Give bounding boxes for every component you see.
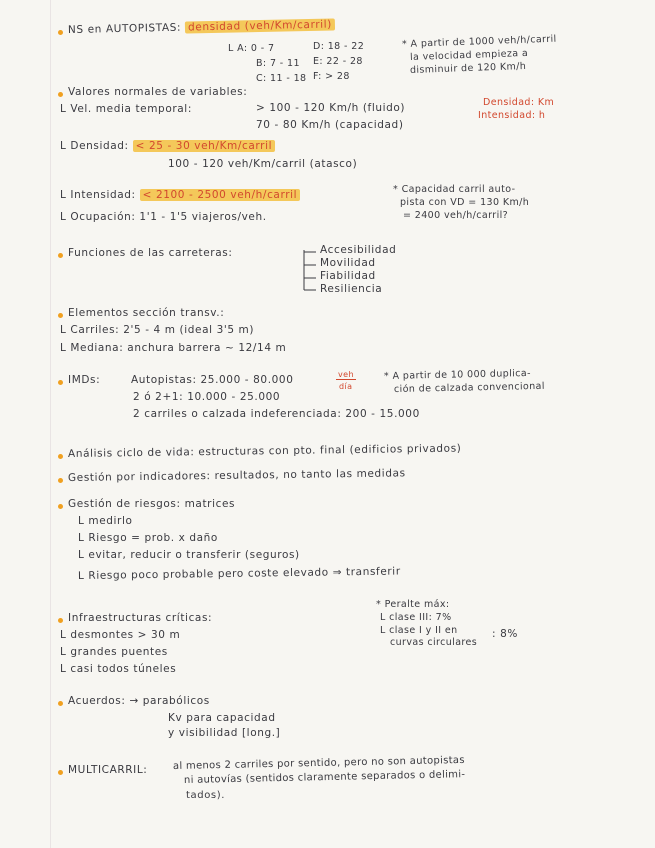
valores-title: Valores normales de variables: bbox=[68, 86, 248, 98]
side-note-intensidad: Intensidad: h bbox=[478, 110, 546, 121]
int-label: L Intensidad: bbox=[60, 189, 136, 201]
riesgos-item: L Riesgo = prob. x daño bbox=[78, 532, 218, 544]
ns-level-f: F: > 28 bbox=[313, 71, 350, 82]
int-note-line: pista con VD = 130 Km/h bbox=[400, 197, 530, 208]
funcion-item: Fiabilidad bbox=[320, 270, 376, 282]
imds-note-line: * A partir de 10 000 duplica- bbox=[383, 367, 532, 382]
peralte-clase-iii: L clase III: 7% bbox=[380, 612, 452, 623]
vel-fluido: > 100 - 120 Km/h (fluido) bbox=[256, 102, 406, 114]
imds-note-line: ción de calzada convencional bbox=[393, 380, 545, 395]
bullet-dot bbox=[58, 770, 63, 775]
vel-label: L Vel. media temporal: bbox=[60, 103, 192, 115]
dens-highlight: < 25 - 30 veh/Km/carril bbox=[133, 140, 275, 152]
bullet-dot bbox=[58, 380, 63, 385]
peralte-value: : 8% bbox=[492, 628, 518, 640]
infra-item: L grandes puentes bbox=[60, 646, 168, 658]
funcion-item: Accesibilidad bbox=[320, 244, 397, 256]
riesgos-title: Gestión de riesgos: matrices bbox=[68, 498, 236, 510]
bullet-dot bbox=[58, 30, 63, 35]
ns-title: NS en AUTOPISTAS: bbox=[67, 21, 182, 36]
ns-level-c: C: 11 - 18 bbox=[256, 73, 307, 84]
densidad-line bbox=[60, 140, 275, 153]
int-note-line: = 2400 veh/h/carril? bbox=[403, 210, 509, 221]
bullet-dot bbox=[58, 313, 63, 318]
ns-note-line: * A partir de 1000 veh/h/carril bbox=[401, 33, 557, 50]
bullet-dot bbox=[58, 504, 63, 509]
int-highlight: < 2100 - 2500 veh/h/carril bbox=[140, 189, 301, 201]
funcion-item: Resiliencia bbox=[320, 283, 383, 295]
dens-label: L Densidad: bbox=[60, 140, 129, 152]
imds-unit-bottom: día bbox=[339, 382, 353, 391]
ocupacion-line: L Ocupación: 1'1 - 1'5 viajeros/veh. bbox=[60, 211, 267, 223]
infra-item: L casi todos túneles bbox=[60, 663, 177, 675]
imds-2mas1: 2 ó 2+1: 10.000 - 25.000 bbox=[133, 391, 281, 403]
ns-note-line: la velocidad empieza a bbox=[409, 47, 529, 63]
analisis-ciclo-vida: Análisis ciclo de vida: estructuras con pto. final (edificios privados) bbox=[67, 442, 462, 460]
bullet-dot bbox=[58, 478, 63, 483]
bullet-dot bbox=[58, 253, 63, 258]
imds-title: IMDs: bbox=[68, 374, 101, 386]
ns-level-e: E: 22 - 28 bbox=[313, 56, 363, 67]
elementos-title: Elementos sección transv.: bbox=[68, 307, 225, 319]
gestion-indicadores: Gestión por indicadores: resultados, no tanto las medidas bbox=[67, 467, 406, 484]
ns-level-b: B: 7 - 11 bbox=[256, 58, 300, 69]
margin-line bbox=[50, 0, 51, 848]
ns-level-a: L A: 0 - 7 bbox=[228, 43, 275, 54]
funciones-branch-lines bbox=[300, 250, 322, 298]
ns-highlight: densidad (veh/Km/carril) bbox=[185, 18, 335, 33]
acuerdos-title: Acuerdos: → parabólicos bbox=[68, 695, 210, 707]
ns-level-d: D: 18 - 22 bbox=[313, 41, 365, 52]
int-note-line: * Capacidad carril auto- bbox=[393, 184, 516, 195]
peralte-title: * Peralte máx: bbox=[376, 599, 450, 610]
infra-title: Infraestructuras críticas: bbox=[68, 612, 213, 624]
funcion-item: Movilidad bbox=[320, 257, 376, 269]
riesgos-item: L medirlo bbox=[78, 515, 133, 527]
acuerdos-line: Kv para capacidad bbox=[168, 712, 276, 724]
imds-2-carriles: 2 carriles o calzada indeferenciada: 200 - 15.000 bbox=[133, 408, 420, 420]
imds-unit-top: veh bbox=[338, 370, 354, 379]
intensidad-line bbox=[60, 189, 300, 202]
dens-atasco: 100 - 120 veh/Km/carril (atasco) bbox=[168, 158, 358, 170]
vel-capacidad: 70 - 80 Km/h (capacidad) bbox=[256, 119, 404, 131]
ns-note-line: disminuir de 120 Km/h bbox=[409, 60, 527, 76]
multicarril-line: tados). bbox=[186, 790, 226, 801]
bullet-dot bbox=[58, 454, 63, 459]
mediana-line: L Mediana: anchura barrera ~ 12/14 m bbox=[60, 342, 287, 354]
side-note-densidad: Densidad: Km bbox=[483, 97, 555, 108]
imds-autopistas: Autopistas: 25.000 - 80.000 bbox=[131, 374, 294, 386]
multicarril-line: ni autovías (sentidos claramente separados o delimi- bbox=[183, 769, 466, 786]
peralte-curvas: curvas circulares bbox=[390, 637, 478, 648]
infra-item: L desmontes > 30 m bbox=[60, 629, 181, 641]
bullet-dot bbox=[58, 618, 63, 623]
riesgos-transferir: L Riesgo poco probable pero coste elevado ⇒ transferir bbox=[77, 565, 401, 582]
funciones-title: Funciones de las carreteras: bbox=[68, 247, 233, 259]
multicarril-line: al menos 2 carriles por sentido, pero no son autopistas bbox=[172, 754, 465, 772]
acuerdos-line: y visibilidad [long.] bbox=[168, 727, 281, 739]
peralte-clase-i-ii: L clase I y II en bbox=[380, 625, 458, 636]
multicarril-title: MULTICARRIL: bbox=[68, 764, 148, 776]
bullet-dot bbox=[58, 701, 63, 706]
bullet-dot bbox=[58, 92, 63, 97]
carriles-line: L Carriles: 2'5 - 4 m (ideal 3'5 m) bbox=[60, 324, 255, 336]
riesgos-item: L evitar, reducir o transferir (seguros) bbox=[78, 549, 300, 561]
ns-heading bbox=[68, 18, 335, 37]
